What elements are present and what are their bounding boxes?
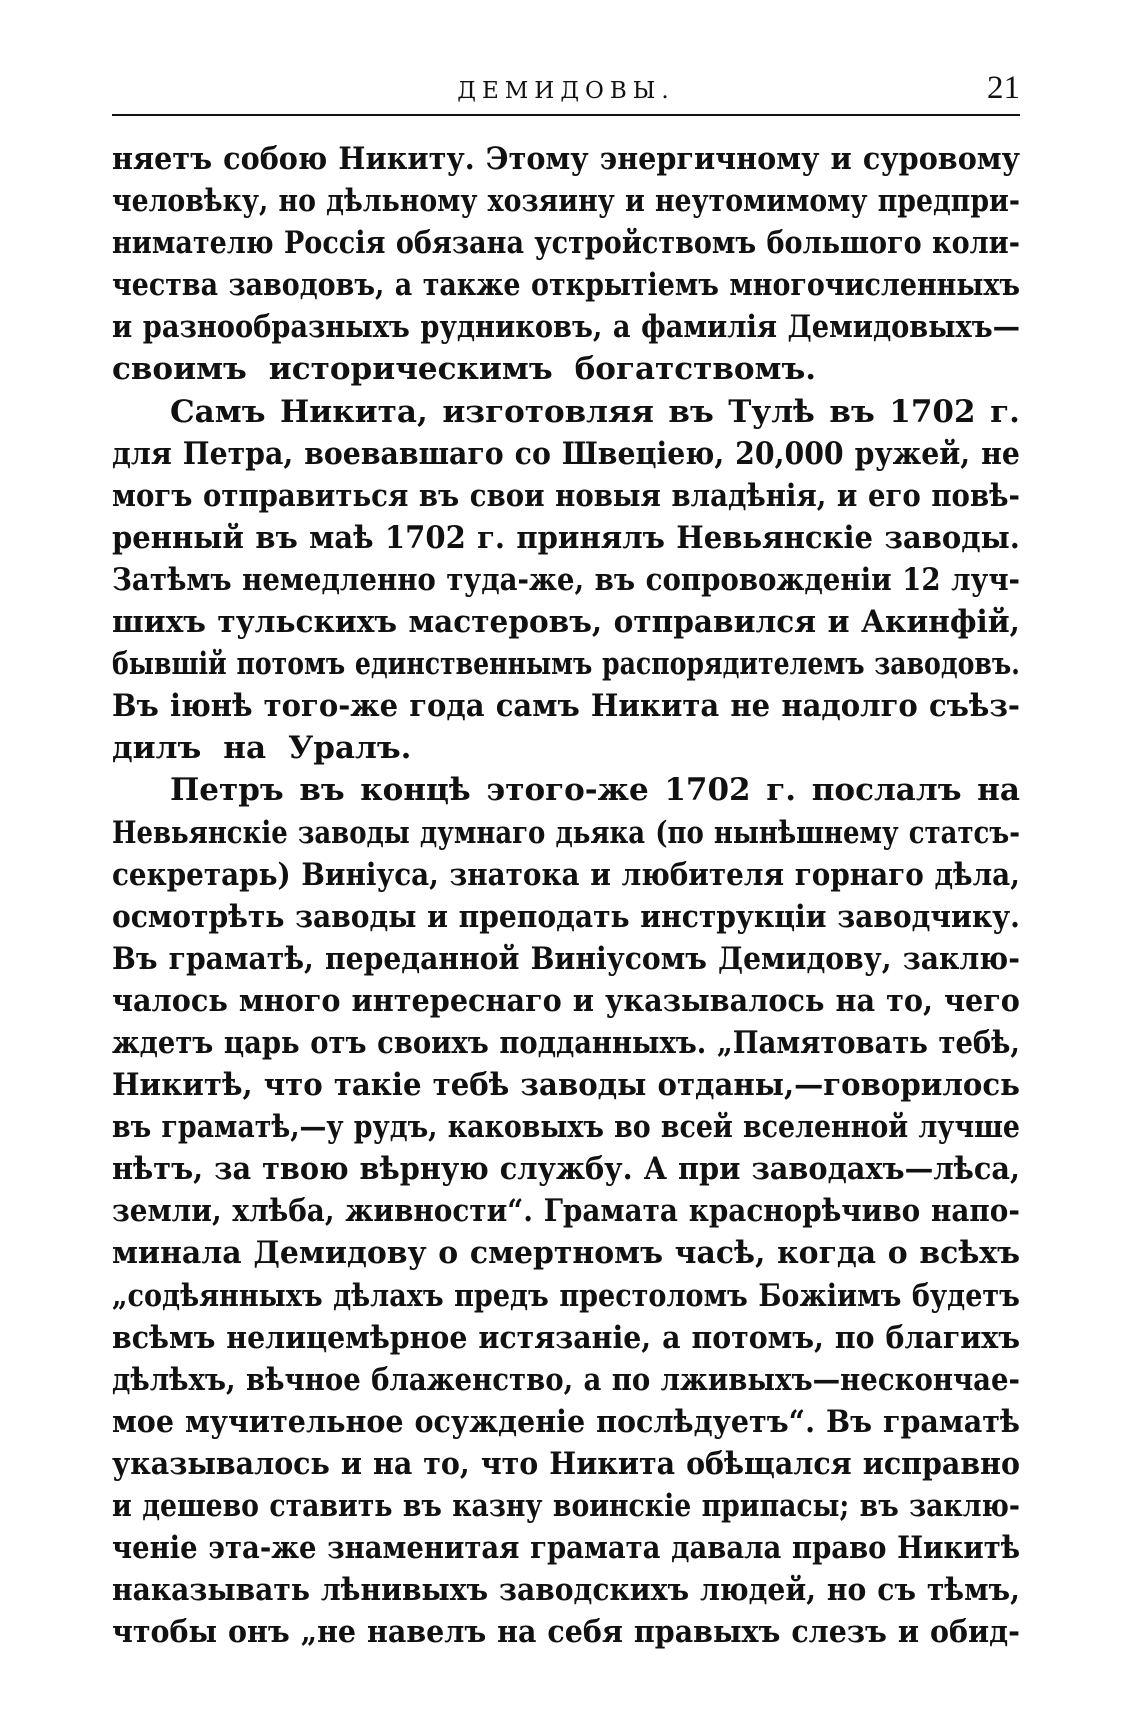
body-text — [112, 138, 1020, 1653]
text-line: земли, хлѣба, живности“. Грамата краснорѣчиво напо- — [112, 1193, 1020, 1230]
text-line: своимъ историческимъ богатствомъ. — [112, 351, 817, 388]
text-line: осмотрѣть заводы и преподать инструкціи заводчику. — [112, 898, 1020, 935]
text-line: ренный въ маѣ 1702 г. принялъ Невьянскіе заводы. — [112, 519, 1020, 556]
text-line: могъ отправиться въ свои новыя владѣнія, и его повѣ- — [112, 477, 1020, 514]
text-line: и разнообразныхъ рудниковъ, а фамилія Демидовыхъ— — [112, 309, 1020, 346]
text-line: Затѣмъ немедленно туда-же, въ сопровожденіи 12 луч- — [112, 561, 1021, 598]
text-line: чтобы онъ „не навелъ на себя правыхъ слезъ и обид- — [112, 1614, 1020, 1651]
text-line: Никитѣ, что такіе тебѣ заводы отданы,—говорилось — [112, 1067, 1020, 1104]
text-line: бывшій потомъ единственнымъ распорядителемъ заводовъ. — [112, 646, 1020, 683]
text-line: Невьянскіе заводы думнаго дьяка (по нынѣшнему статсъ- — [112, 814, 1020, 851]
text-line: секретарь) Виніуса, знатока и любителя горнаго дѣла, — [112, 856, 1020, 893]
text-line: человѣку, но дѣльному хозяину и неутомимому предпри- — [112, 183, 1020, 220]
text-line: Въ іюнѣ того-же года самъ Никита не надолго съѣз- — [112, 688, 1020, 725]
page-header — [112, 70, 1020, 112]
text-line: Петръ въ концѣ этого-же 1702 г. послалъ на — [170, 772, 1020, 809]
text-line: указывалось и на то, что Никита обѣщался исправно — [112, 1445, 1020, 1482]
text-line: минала Демидову о смертномъ часѣ, когда о всѣхъ — [112, 1235, 1021, 1272]
book-page — [112, 70, 1020, 1653]
text-line: дилъ на Уралъ. — [112, 730, 412, 767]
text-line: мое мучительное осужденіе послѣдуетъ“. Въ граматѣ — [112, 1403, 1020, 1440]
running-title: ДЕМИДОВЫ. — [457, 78, 675, 104]
text-line: „содѣянныхъ дѣлахъ предъ престоломъ Божіимъ будетъ — [112, 1277, 1020, 1314]
text-line: ченіе эта-же знаменитая грамата давала право Никитѣ — [112, 1530, 1021, 1567]
text-line: чалось много интереснаго и указывалось на то, чего — [112, 982, 1020, 1019]
text-line: въ граматѣ,—у рудъ, каковыхъ во всей вселенной лучше — [112, 1109, 1021, 1146]
page-number: 21 — [987, 70, 1020, 106]
text-line: наказывать лѣнивыхъ заводскихъ людей, но съ тѣмъ, — [112, 1572, 1020, 1609]
text-line: для Петра, воевавшаго со Швеціею, 20,000 ружей, не — [112, 435, 1020, 472]
text-line: чества заводовъ, а также открытіемъ многочисленныхъ — [112, 267, 1021, 304]
header-rule — [112, 114, 1020, 116]
text-line: дѣлѣхъ, вѣчное блаженство, а по лживыхъ—нескончае- — [112, 1361, 1020, 1398]
text-line: всѣмъ нелицемѣрное истязаніе, а потомъ, по благихъ — [112, 1319, 1020, 1356]
text-line: шихъ тульскихъ мастеровъ, отправился и Акинфій, — [112, 604, 1020, 641]
text-line: и дешево ставить въ казну воинскіе припасы; въ заклю- — [112, 1488, 1020, 1524]
text-line: Самъ Никита, изготовляя въ Тулѣ въ 1702 г. — [170, 393, 1020, 430]
text-line: Въ граматѣ, переданной Виніусомъ Демидову, заклю- — [112, 940, 1020, 977]
text-line: нимателю Россія обязана устройствомъ большого коли- — [112, 225, 1020, 262]
text-line: няетъ собою Никиту. Этому энергичному и суровому — [112, 141, 1020, 177]
text-line: нѣтъ, за твою вѣрную службу. А при заводахъ—лѣса, — [112, 1151, 1020, 1188]
text-line: ждетъ царь отъ своихъ подданныхъ. „Памятовать тебѣ, — [112, 1024, 1020, 1061]
